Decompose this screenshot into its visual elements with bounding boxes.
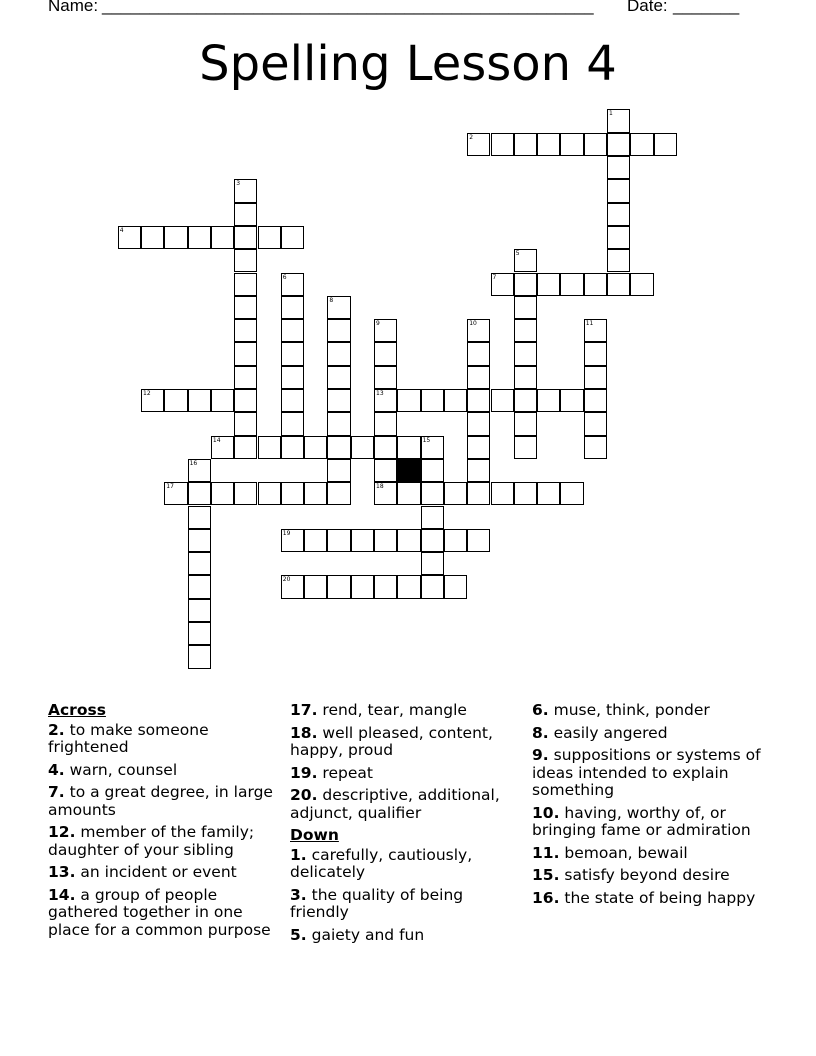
grid-cell[interactable] (397, 436, 420, 459)
clue-number-label: 18 (376, 483, 384, 491)
grid-cell[interactable] (304, 575, 327, 598)
grid-cell[interactable] (444, 529, 467, 552)
clue-number: 15. (532, 866, 560, 884)
grid-cell[interactable] (188, 226, 211, 249)
clues-column-1 (48, 702, 288, 944)
across-heading: Across (48, 701, 106, 719)
grid-cell[interactable] (188, 482, 211, 505)
grid-cell[interactable] (421, 482, 444, 505)
grid-cell[interactable] (607, 249, 630, 272)
clue-number: 1. (290, 845, 307, 864)
page-title: Spelling Lesson 4 (199, 36, 617, 92)
clue-across-20 (290, 787, 526, 822)
grid-cell[interactable] (491, 273, 514, 296)
grid-cell[interactable] (164, 226, 187, 249)
clue-text: gaiety and fun (311, 925, 425, 944)
clue-text: to make someone frightened (48, 720, 209, 756)
clue-text: well pleased, content, happy, proud (290, 723, 493, 759)
clue-down-10 (532, 805, 772, 840)
clue-number: 18. (290, 723, 318, 742)
name-label: Name: (48, 0, 99, 15)
grid-cell[interactable] (444, 575, 467, 598)
grid-cell[interactable] (188, 622, 211, 645)
grid-cell[interactable] (351, 436, 374, 459)
grid-cell[interactable] (584, 273, 607, 296)
grid-cell[interactable] (584, 342, 607, 365)
grid-cell[interactable] (421, 459, 444, 482)
grid-cell[interactable] (164, 389, 187, 412)
grid-cell[interactable] (374, 342, 397, 365)
clue-number-label: 1 (609, 110, 613, 118)
grid-cell[interactable] (467, 412, 490, 435)
grid-cell[interactable] (188, 506, 211, 529)
grid-cell[interactable] (607, 156, 630, 179)
grid-cell[interactable] (630, 273, 653, 296)
grid-cell[interactable] (234, 412, 257, 435)
clue-across-4 (48, 762, 288, 780)
clue-number-label: 13 (376, 390, 384, 397)
grid-cell[interactable] (537, 482, 560, 505)
grid-cell[interactable] (514, 412, 537, 435)
clue-down-15 (532, 867, 772, 885)
clue-text: suppositions or systems of ideas intended to explain something (532, 746, 761, 799)
grid-cell[interactable] (397, 575, 420, 598)
grid-cell[interactable] (467, 389, 490, 412)
grid-cell[interactable] (234, 203, 257, 226)
grid-cell[interactable] (327, 342, 350, 365)
clue-across-18 (290, 725, 526, 760)
grid-cell[interactable] (327, 482, 350, 505)
grid-cell[interactable] (211, 389, 234, 412)
clue-number: 7. (48, 783, 65, 801)
grid-cell[interactable] (537, 389, 560, 412)
clue-across-12 (48, 824, 288, 859)
grid-cell[interactable] (560, 133, 583, 156)
clue-number-label: 5 (515, 250, 520, 258)
clue-text: warn, counsel (69, 760, 178, 779)
clue-text: repeat (322, 763, 373, 782)
clue-number: 12. (48, 823, 76, 841)
grid-cell[interactable] (374, 319, 397, 342)
grid-cell[interactable] (421, 575, 444, 598)
grid-cell[interactable] (327, 319, 350, 342)
grid-cell[interactable] (514, 342, 537, 365)
clue-number: 17. (290, 701, 318, 719)
clue-number-label: 16 (189, 459, 198, 467)
clue-number-label: 6 (282, 273, 287, 281)
grid-cell[interactable] (281, 436, 304, 459)
clue-text: the state of being happy (564, 888, 756, 907)
grid-cell[interactable] (467, 342, 490, 365)
grid-cell[interactable] (607, 203, 630, 226)
clue-number: 3. (290, 885, 307, 904)
grid-cell[interactable] (467, 482, 490, 505)
grid-cell[interactable] (327, 436, 350, 459)
grid-cell[interactable] (514, 436, 537, 459)
grid-cell[interactable] (234, 319, 257, 342)
grid-cell[interactable] (304, 482, 327, 505)
clue-text: the quality of being friendly (290, 885, 464, 921)
grid-cell[interactable] (188, 599, 211, 622)
grid-cell[interactable] (467, 319, 490, 342)
clue-number-label: 17 (166, 483, 174, 491)
black-cell (397, 459, 420, 482)
grid-cell[interactable] (327, 412, 350, 435)
grid-cell[interactable] (234, 366, 257, 389)
clue-text: a group of people gathered together in one place for a common purpose (48, 885, 271, 939)
clue-number-label: 4 (119, 226, 124, 234)
grid-cell[interactable] (397, 389, 420, 412)
grid-cell[interactable] (607, 226, 630, 249)
grid-cell[interactable] (560, 482, 583, 505)
grid-cell[interactable] (514, 249, 537, 272)
grid-cell[interactable] (537, 133, 560, 156)
grid-cell[interactable] (327, 366, 350, 389)
grid-cell[interactable] (421, 529, 444, 552)
grid-cell[interactable] (327, 389, 350, 412)
clue-text: rend, tear, mangle (322, 701, 467, 719)
grid-cell[interactable] (234, 226, 257, 249)
grid-cell[interactable] (234, 249, 257, 272)
clue-text: an incident or event (80, 863, 237, 881)
grid-cell[interactable] (560, 273, 583, 296)
clue-number: 6. (532, 701, 549, 719)
grid-cell[interactable] (258, 226, 281, 249)
grid-cell[interactable] (234, 389, 257, 412)
grid-cell[interactable] (537, 273, 560, 296)
grid-cell[interactable] (281, 575, 304, 598)
grid-cell[interactable] (188, 529, 211, 552)
grid-cell[interactable] (397, 482, 420, 505)
date-label: Date: (627, 0, 668, 15)
clue-text: carefully, cautiously, delicately (290, 845, 473, 881)
clue-number: 20. (290, 786, 318, 804)
grid-cell[interactable] (560, 389, 583, 412)
grid-cell[interactable] (234, 179, 257, 202)
grid-cell[interactable] (304, 529, 327, 552)
clue-number: 13. (48, 863, 76, 881)
grid-cell[interactable] (374, 412, 397, 435)
clues-column-3 (532, 702, 772, 912)
grid-cell[interactable] (234, 436, 257, 459)
grid-cell[interactable] (444, 389, 467, 412)
clue-down-9 (532, 747, 772, 800)
clue-number-label: 19 (282, 529, 291, 537)
clue-text: member of the family; daughter of your sibling (48, 823, 255, 859)
clue-text: descriptive, additional, adjunct, qualifier (290, 786, 500, 822)
clue-number-label: 7 (492, 273, 497, 281)
grid-cell[interactable] (421, 552, 444, 575)
grid-cell[interactable] (281, 482, 304, 505)
grid-cell[interactable] (421, 506, 444, 529)
grid-cell[interactable] (514, 296, 537, 319)
grid-cell[interactable] (491, 482, 514, 505)
grid-cell[interactable] (281, 296, 304, 319)
grid-cell[interactable] (397, 529, 420, 552)
clue-number-label: 2 (469, 133, 474, 141)
grid-cell[interactable] (234, 273, 257, 296)
grid-cell[interactable] (444, 482, 467, 505)
grid-cell[interactable] (258, 482, 281, 505)
grid-cell[interactable] (514, 273, 537, 296)
down-heading: Down (290, 826, 339, 844)
grid-cell[interactable] (374, 529, 397, 552)
clue-down-16 (532, 890, 772, 908)
grid-cell[interactable] (584, 319, 607, 342)
clue-number: 10. (532, 803, 560, 822)
grid-cell[interactable] (211, 482, 234, 505)
grid-cell[interactable] (234, 342, 257, 365)
clue-number: 5. (290, 925, 307, 944)
grid-cell[interactable] (630, 133, 653, 156)
clue-text: easily angered (553, 723, 668, 742)
grid-cell[interactable] (164, 482, 187, 505)
clue-down-1 (290, 847, 526, 882)
grid-cell[interactable] (491, 133, 514, 156)
clue-down-6 (532, 702, 772, 720)
clue-across-13 (48, 864, 288, 882)
grid-cell[interactable] (188, 389, 211, 412)
grid-cell[interactable] (374, 436, 397, 459)
clue-across-14 (48, 887, 288, 940)
clue-number: 9. (532, 746, 549, 764)
grid-cell[interactable] (327, 575, 350, 598)
grid-cell[interactable] (234, 482, 257, 505)
clue-down-11 (532, 845, 772, 863)
grid-cell[interactable] (281, 319, 304, 342)
clue-number-label: 3 (236, 180, 241, 188)
clue-number-label: 8 (329, 296, 334, 304)
grid-cell[interactable] (374, 459, 397, 482)
name-field[interactable]: ____________________________________________________ (102, 0, 594, 15)
grid-cell[interactable] (188, 645, 211, 668)
clue-text: bemoan, bewail (564, 843, 688, 862)
grid-cell[interactable] (421, 436, 444, 459)
clue-number: 16. (532, 888, 560, 907)
grid-cell[interactable] (281, 529, 304, 552)
grid-cell[interactable] (211, 226, 234, 249)
grid-cell[interactable] (421, 389, 444, 412)
clue-across-19 (290, 765, 526, 783)
clue-number-label: 14 (212, 436, 221, 444)
clue-number: 11. (532, 843, 560, 862)
clue-across-2 (48, 722, 288, 757)
clue-number-label: 12 (143, 390, 151, 397)
grid-cell[interactable] (118, 226, 141, 249)
clue-number: 19. (290, 763, 318, 782)
clue-number: 2. (48, 720, 65, 739)
clue-down-3 (290, 887, 526, 922)
grid-cell[interactable] (281, 273, 304, 296)
grid-cell[interactable] (281, 389, 304, 412)
grid-cell[interactable] (584, 133, 607, 156)
clue-text: having, worthy of, or bringing fame or admiration (532, 803, 751, 839)
grid-cell[interactable] (467, 133, 490, 156)
grid-cell[interactable] (281, 342, 304, 365)
grid-cell[interactable] (607, 133, 630, 156)
clue-down-5 (290, 927, 526, 945)
grid-cell[interactable] (141, 226, 164, 249)
grid-cell[interactable] (327, 296, 350, 319)
clue-number-label: 10 (469, 320, 477, 328)
grid-cell[interactable] (374, 482, 397, 505)
clue-number-label: 11 (585, 320, 594, 328)
grid-cell[interactable] (234, 296, 257, 319)
clues-column-2 (290, 702, 526, 949)
clue-text: satisfy beyond desire (564, 866, 730, 884)
clue-text: to a great degree, in large amounts (48, 783, 273, 819)
grid-cell[interactable] (211, 436, 234, 459)
grid-cell[interactable] (188, 459, 211, 482)
grid-cell[interactable] (607, 179, 630, 202)
clue-across-7 (48, 784, 288, 819)
grid-cell[interactable] (514, 319, 537, 342)
clue-across-17 (290, 702, 526, 720)
grid-cell[interactable] (584, 389, 607, 412)
grid-cell[interactable] (467, 366, 490, 389)
grid-cell[interactable] (584, 436, 607, 459)
grid-cell[interactable] (584, 366, 607, 389)
clue-number-label: 9 (376, 320, 380, 328)
clue-number-label: 15 (422, 436, 431, 444)
grid-cell[interactable] (607, 273, 630, 296)
grid-cell[interactable] (491, 389, 514, 412)
grid-cell[interactable] (514, 389, 537, 412)
grid-cell[interactable] (351, 529, 374, 552)
grid-cell[interactable] (327, 529, 350, 552)
clue-text: muse, think, ponder (553, 701, 710, 719)
grid-cell[interactable] (351, 575, 374, 598)
grid-cell[interactable] (304, 436, 327, 459)
grid-cell[interactable] (467, 529, 490, 552)
grid-cell[interactable] (188, 552, 211, 575)
grid-cell[interactable] (374, 389, 397, 412)
clue-number-label: 20 (282, 576, 291, 584)
grid-cell[interactable] (467, 436, 490, 459)
grid-cell[interactable] (141, 389, 164, 412)
date-field[interactable]: _______ (673, 0, 740, 15)
grid-cell[interactable] (281, 412, 304, 435)
grid-cell[interactable] (327, 459, 350, 482)
grid-cell[interactable] (281, 226, 304, 249)
grid-cell[interactable] (514, 133, 537, 156)
clue-down-8 (532, 725, 772, 743)
grid-cell[interactable] (467, 459, 490, 482)
clue-number: 4. (48, 760, 65, 779)
grid-cell[interactable] (188, 575, 211, 598)
grid-cell[interactable] (514, 482, 537, 505)
grid-cell[interactable] (607, 109, 630, 132)
grid-cell[interactable] (374, 366, 397, 389)
grid-cell[interactable] (374, 575, 397, 598)
grid-cell[interactable] (281, 366, 304, 389)
grid-cell[interactable] (514, 366, 537, 389)
clue-number: 14. (48, 885, 76, 904)
grid-cell[interactable] (258, 436, 281, 459)
grid-cell[interactable] (584, 412, 607, 435)
clue-number: 8. (532, 723, 549, 742)
grid-cell[interactable] (654, 133, 677, 156)
